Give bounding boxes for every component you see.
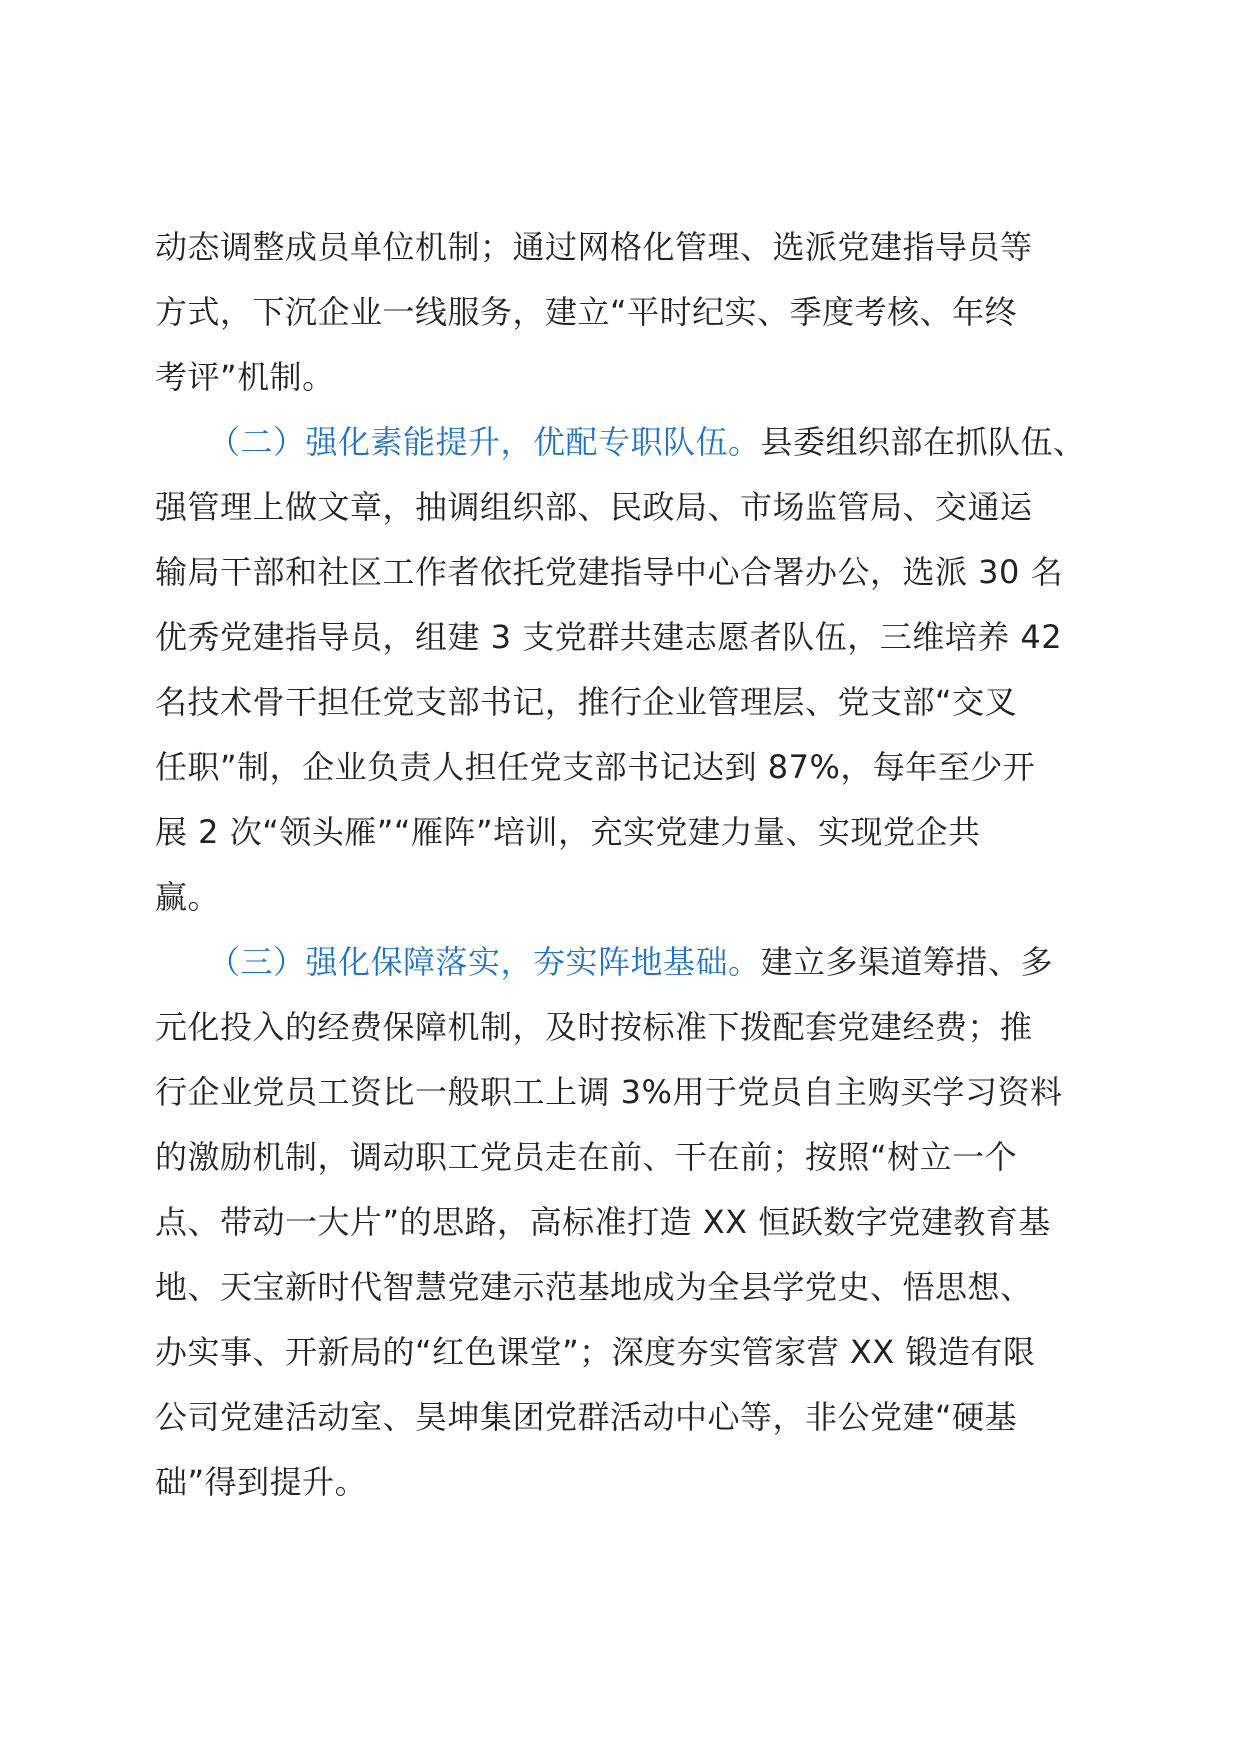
paragraph-line: 办实事、开新局的“红色课堂”；深度夯实管家营 XX 锻造有限 bbox=[155, 1333, 1036, 1371]
paragraph-line: 地、天宝新时代智慧党建示范基地成为全县学党史、悟思想、 bbox=[155, 1268, 1033, 1306]
paragraph-2 bbox=[155, 410, 1095, 930]
paragraph-line: 元化投入的经费保障机制，及时按标准下拨配套党建经费；推 bbox=[155, 1008, 1033, 1046]
paragraph-line: 考评”机制。 bbox=[155, 358, 335, 396]
paragraph-text: 建立多渠道筹措、多 bbox=[760, 943, 1054, 981]
paragraph-first-line bbox=[155, 410, 1095, 475]
paragraph-line: 的激励机制，调动职工党员走在前、干在前；按照“树立一个 bbox=[155, 1138, 1018, 1176]
paragraph-line: 公司党建活动室、昊坤集团党群活动中心等，非公党建“硬基 bbox=[155, 1398, 1018, 1436]
paragraph-line: 强管理上做文章，抽调组织部、民政局、市场监管局、交通运 bbox=[155, 488, 1033, 526]
paragraph-line: 优秀党建指导员，组建 3 支党群共建志愿者队伍，三维培养 42 bbox=[155, 618, 1063, 656]
paragraph-line: 础”得到提升。 bbox=[155, 1463, 368, 1501]
paragraph-line: 动态调整成员单位机制；通过网格化管理、选派党建指导员等 bbox=[155, 228, 1033, 266]
paragraph-line: 方式，下沉企业一线服务，建立“平时纪实、季度考核、年终 bbox=[155, 293, 1018, 331]
paragraph-first-line bbox=[155, 930, 1095, 995]
paragraph-text: 县委组织部在抓队伍、 bbox=[760, 423, 1086, 461]
paragraph-line: 赢。 bbox=[155, 878, 221, 916]
section-heading-2: （二）强化素能提升，优配专职队伍。 bbox=[208, 423, 761, 461]
paragraph-3 bbox=[155, 930, 1095, 1515]
paragraph-line: 点、带动一大片”的思路，高标准打造 XX 恒跃数字党建教育基 bbox=[155, 1203, 1051, 1241]
paragraph-line: 任职”制，企业负责人担任党支部书记达到 87%，每年至少开 bbox=[155, 748, 1036, 786]
paragraph-line: 名技术骨干担任党支部书记，推行企业管理层、党支部“交叉 bbox=[155, 683, 1018, 721]
paragraph-line: 输局干部和社区工作者依托党建指导中心合署办公，选派 30 名 bbox=[155, 553, 1064, 591]
paragraph-1 bbox=[155, 215, 1095, 410]
section-heading-3: （三）强化保障落实，夯实阵地基础。 bbox=[208, 943, 761, 981]
paragraph-line: 展 2 次“领头雁”“雁阵”培训，充实党建力量、实现党企共 bbox=[155, 813, 981, 851]
document-page bbox=[155, 215, 1095, 1515]
paragraph-line: 行企业党员工资比一般职工上调 3%用于党员自主购买学习资料 bbox=[155, 1073, 1063, 1111]
